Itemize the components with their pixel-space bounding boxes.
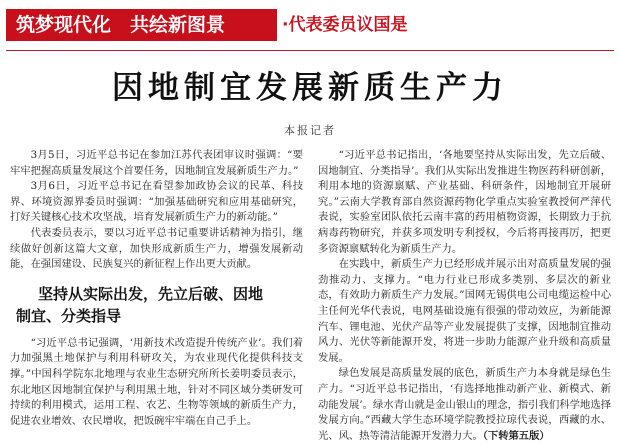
banner-subtitle: ·代表委员议国是 (282, 15, 408, 35)
subhead-line-1: 坚持从实际出发，先立后破、因地 (38, 284, 264, 303)
article-paragraph: “习近平总书记强调，‘用新技术改造提升传统产业’。我们着力加强黑土地保护与利用科研攻关，为农业现代化提供科技支撑。”中国科学院东北地理与农业生态研究所所长姜明委员表示，东北地区因地制宜保护与利用黑土地，针对不同区域分类研发可持续的利用模式，运用工程、农艺、生物等领域的新质生产力，促进农业增效、农民增收，把饭碗牢牢端在自己手上。 (10, 336, 303, 427)
article-paragraph: 在实践中，新质生产力已经形成并展示出对高质量发展的强劲推动力、支撑力。“电力行业已形成多类别、多层次的新业态，有效助力新质生产力发展。”国网无锡供电公司电缆运检中心主任何光华代表说，电网基础设施有很强的带动效应，为新能源汽车、锂电池、光伏产品等产业发展提供了支撑，因地制宜推动风力、光伏等新能源开发，将进一步助力能源产业升级和高质量发展。 (318, 258, 611, 364)
article-paragraph-text: 绿色发展是高质量发展的底色，新质生产力本身就是绿色生产力。“习近平总书记指出，‘有选择地推动新产业、新模式、新动能发展’。绿水青山就是金山银山的理念，指引我们科学地选择发展方向。”西藏大学生态环境学院教授拉琼代表说，西藏的水、光、风、热等清洁能源开发潜力大。 (318, 367, 611, 442)
left-column (10, 148, 303, 429)
article-paragraph: “习近平总书记指出，‘各地要坚持从实际出发，先立后破、因地制宜、分类指导’。我们从实际出发推进生物医药科研创新，利用本地的资源禀赋、产业基础、科研条件，因地制宜开展研究。”云南大学教育部自然资源药物化学重点实验室教授何严萍代表说，实验室团队依托云南丰富的药用植物资源，长期致力于抗病毒药物研究，并获多项发明专利授权，今后将再接再厉，把更多资源禀赋转化为新质生产力。 (318, 149, 611, 255)
article-paragraph: 3月6日，习近平总书记在看望参加政协会议的民革、科技界、环境资源界委员时强调：“加强基础研究和应用基础研究，打好关键核心技术攻坚战，培育发展新质生产力的新动能。” (10, 180, 303, 224)
headline: 因地制宜发展新质生产力 (112, 70, 508, 106)
byline: 本报记者 (284, 124, 336, 137)
top-rule (6, 50, 614, 51)
subhead-line-2: 制宜、分类指导 (16, 306, 122, 325)
article-paragraph: 3月5日，习近平总书记在参加江苏代表团审议时强调：“要牢牢把握高质量发展这个首要任务，因地制宜发展新质生产力。” (10, 149, 303, 177)
article-paragraph (318, 366, 611, 444)
continued-note: （下转第五版） (482, 429, 550, 442)
article-paragraph: 代表委员表示，要以习近平总书记重要讲话精神为指引，继续做好创新这篇大文章，加快形成新质生产力，增强发展新动能，在强国建设、民族复兴的新征程上作出更大贡献。 (10, 226, 303, 271)
banner (0, 0, 620, 48)
section-subhead (16, 283, 303, 327)
right-column (318, 148, 611, 444)
banner-title: 筑梦现代化 共绘新图景 (16, 14, 226, 36)
